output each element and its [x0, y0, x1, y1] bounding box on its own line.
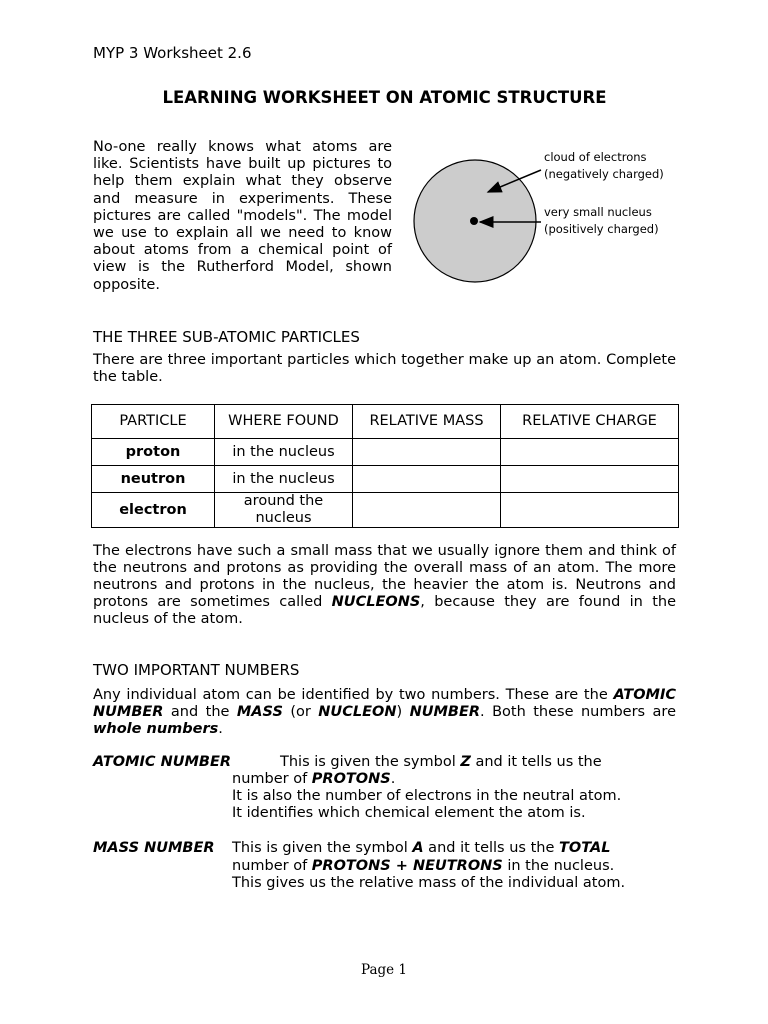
def-text: This is given the symbol	[232, 840, 413, 856]
para-text: .	[218, 721, 223, 737]
charge-answer-cell[interactable]	[501, 493, 679, 528]
para-text: (or	[282, 704, 319, 720]
def-text: This is given the symbol	[280, 754, 461, 770]
nucleons-term: NUCLEONS	[331, 594, 421, 610]
atomic-number-label: ATOMIC NUMBER	[93, 754, 232, 770]
nucleon-term: NUCLEON	[318, 704, 397, 720]
col-header-relative-mass: RELATIVE MASS	[353, 405, 501, 439]
total-term: TOTAL	[559, 840, 611, 856]
atomic-number-term: ATOMIC NUMBER	[93, 687, 676, 720]
nucleus-dot	[470, 217, 478, 225]
col-header-relative-charge: RELATIVE CHARGE	[501, 405, 679, 439]
def-text: and it tells us the	[423, 840, 559, 856]
number-term: NUMBER	[409, 704, 481, 720]
para-text: Any individual atom can be identified by two numbers. These are the	[93, 687, 614, 703]
nucleus-label-line2: (positively charged)	[544, 222, 659, 236]
charge-answer-cell[interactable]	[501, 439, 679, 466]
charge-answer-cell[interactable]	[501, 466, 679, 493]
atomic-number-line2	[232, 771, 682, 788]
intro-text: No-one really knows what atoms are like. Scientists have built up pictures to help them explain what they observe and measure in experiments. These pictures are called "models". The model we use to explain all we need to know about atoms from a chemical point of view is the Rutherford Model, shown opposite.	[93, 139, 392, 293]
def-text: number of	[232, 858, 312, 874]
particle-name: electron	[92, 493, 215, 528]
mass-answer-cell[interactable]	[353, 466, 501, 493]
para-text: , because they are found in the nucleus of the atom.	[93, 594, 676, 627]
mass-number-line2	[232, 858, 682, 875]
def-text: and it tells us the	[470, 754, 602, 770]
atomic-number-line3: It is also the number of electrons in the neutral atom.	[232, 788, 622, 804]
para-text: . Both these numbers are	[480, 704, 676, 720]
col-header-particle: PARTICLE	[92, 405, 215, 439]
particles-table	[91, 404, 679, 528]
def-text: number of	[232, 771, 312, 787]
intro-paragraph	[93, 139, 392, 294]
mass-number-line1	[232, 840, 610, 857]
para-text: and the	[163, 704, 237, 720]
page-number: Page 1	[360, 962, 408, 978]
electrons-paragraph	[93, 543, 676, 628]
section-heading-numbers: TWO IMPORTANT NUMBERS	[93, 661, 300, 679]
page-title: LEARNING WORKSHEET ON ATOMIC STRUCTURE	[162, 88, 607, 107]
particle-location: around the nucleus	[215, 493, 353, 528]
whole-numbers-term: whole numbers	[93, 721, 219, 737]
section-heading-particles: THE THREE SUB-ATOMIC PARTICLES	[93, 328, 360, 346]
def-text: .	[390, 771, 396, 787]
nucleus-label-line1: very small nucleus	[544, 205, 652, 219]
particle-location: in the nucleus	[215, 466, 353, 493]
mass-answer-cell[interactable]	[353, 439, 501, 466]
mass-number-line3: This gives us the relative mass of the individual atom.	[232, 875, 626, 891]
def-text: in the nucleus.	[502, 858, 615, 874]
mass-answer-cell[interactable]	[353, 493, 501, 528]
table-header-row	[92, 405, 679, 439]
col-header-where-found: WHERE FOUND	[215, 405, 353, 439]
para-text: )	[396, 704, 410, 720]
particle-location: in the nucleus	[215, 439, 353, 466]
rutherford-model-diagram	[400, 140, 690, 310]
particles-intro: There are three important particles which together make up an atom. Complete the table.	[93, 352, 676, 385]
table-row	[92, 466, 679, 493]
cloud-label-line2: (negatively charged)	[544, 167, 664, 181]
atomic-number-line1	[280, 754, 602, 771]
symbol-a: A	[412, 840, 424, 856]
particle-name: proton	[92, 439, 215, 466]
cloud-label-line1: cloud of electrons	[544, 150, 647, 164]
worksheet-header: MYP 3 Worksheet 2.6	[93, 44, 252, 62]
symbol-z: Z	[460, 754, 471, 770]
para-text: The electrons have such a small mass that we usually ignore them and think of the neutrons and protons as providing the overall mass of an atom. The more neutrons and protons in the nucleus, the heavier the atom is. Neutrons and protons are sometimes called	[93, 543, 676, 610]
numbers-intro	[93, 687, 676, 738]
table-row	[92, 439, 679, 466]
atomic-number-line4: It identifies which chemical element the atom is.	[232, 805, 586, 821]
protons-neutrons-term: PROTONS + NEUTRONS	[311, 858, 503, 874]
mass-term: MASS	[236, 704, 283, 720]
table-row	[92, 493, 679, 528]
protons-term: PROTONS	[311, 771, 391, 787]
mass-number-label: MASS NUMBER	[93, 840, 215, 856]
particle-name: neutron	[92, 466, 215, 493]
